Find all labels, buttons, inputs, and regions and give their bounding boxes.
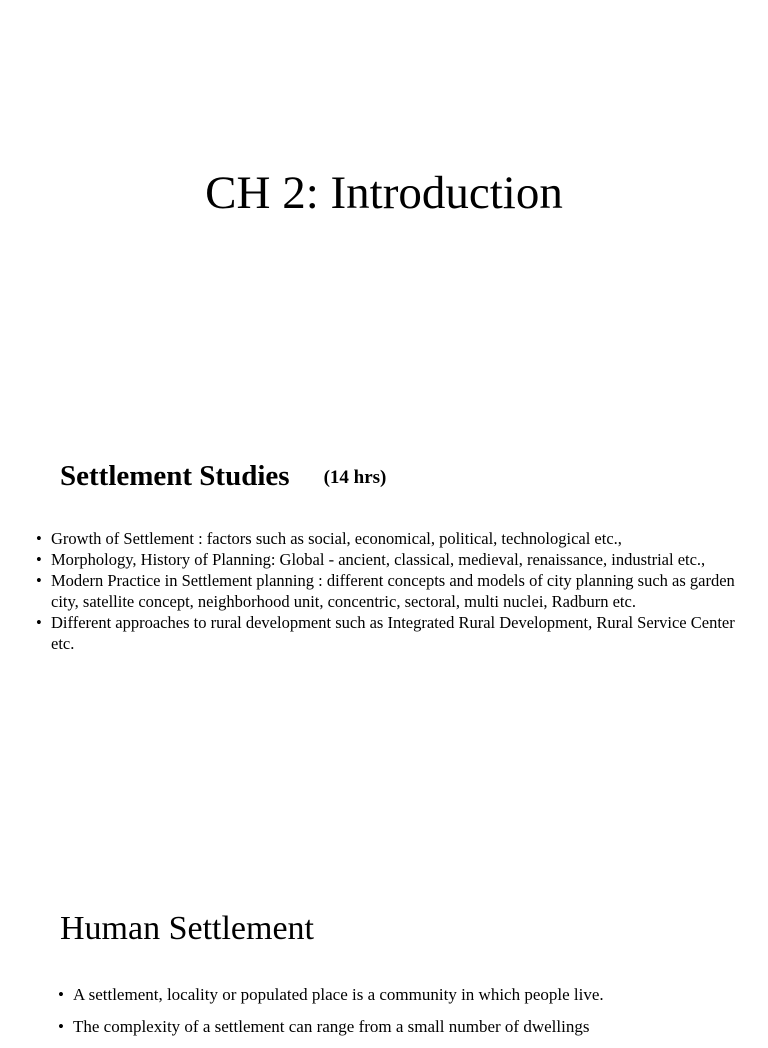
list-item-text: Growth of Settlement : factors such as social, economical, political, technological etc., — [51, 529, 622, 548]
list-item-text: The complexity of a settlement can range from a small number of dwellings — [73, 1017, 590, 1036]
settlement-studies-list — [30, 528, 758, 654]
list-item-text: Morphology, History of Planning: Global - ancient, classical, medieval, renaissance, industrial etc., — [51, 550, 706, 569]
human-settlement-heading: Human Settlement — [60, 910, 315, 947]
bullet-icon: • — [36, 571, 42, 590]
list-item — [54, 984, 758, 1006]
list-item — [30, 549, 758, 570]
settlement-studies-title: Settlement Studies — [60, 460, 290, 492]
list-item — [30, 570, 758, 612]
list-item — [54, 1016, 758, 1038]
human-settlement-list — [54, 984, 758, 1048]
list-item — [30, 528, 758, 549]
settlement-studies-heading — [60, 458, 386, 498]
bullet-icon: • — [36, 529, 42, 548]
slide-title: CH 2: Introduction — [205, 167, 563, 219]
bullet-icon: • — [58, 985, 64, 1004]
list-item-text: Modern Practice in Settlement planning : different concepts and models of city planning such as garden city, satellite concept, neighborhood unit, concentric, sectoral, multi nuclei, Radburn etc. — [51, 571, 735, 611]
bullet-icon: • — [36, 613, 42, 632]
bullet-icon: • — [36, 550, 42, 569]
list-item — [30, 612, 758, 654]
list-item-text: A settlement, locality or populated place is a community in which people live. — [73, 985, 604, 1004]
course-hours: (14 hrs) — [323, 467, 387, 488]
bullet-icon: • — [58, 1017, 64, 1036]
list-item-text: Different approaches to rural development such as Integrated Rural Development, Rural Service Center etc. — [51, 613, 735, 653]
